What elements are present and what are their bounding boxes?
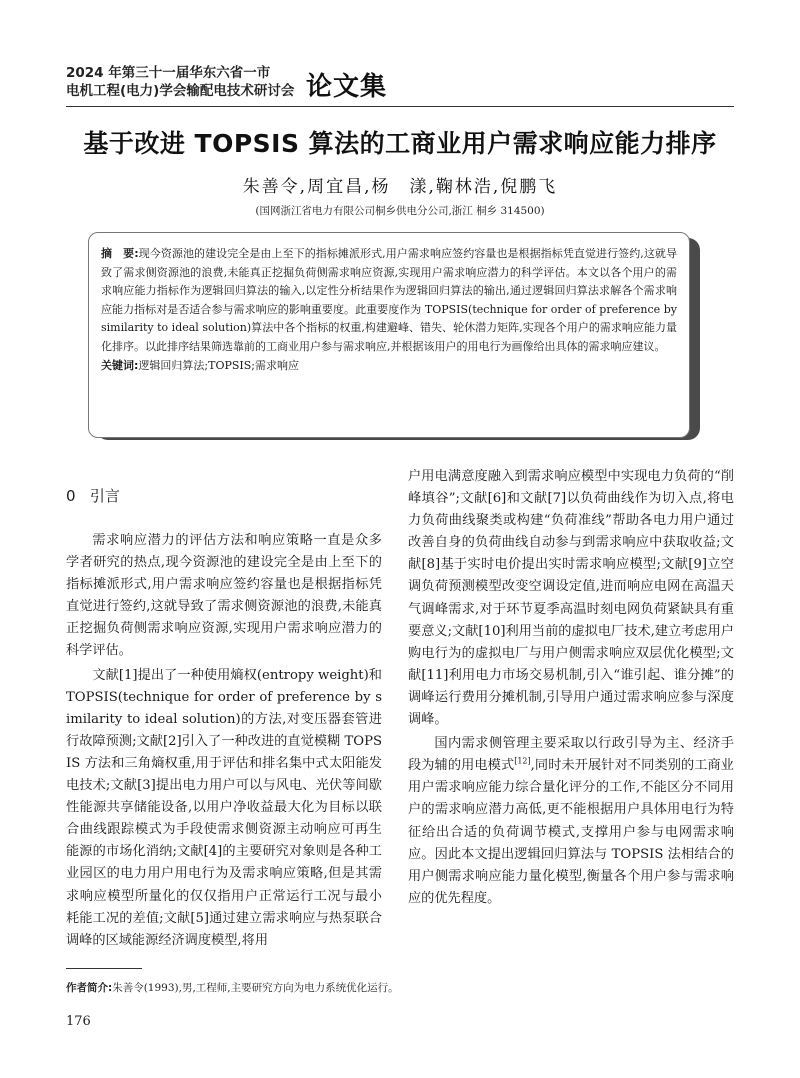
left-column (66, 482, 382, 952)
paper-affiliation: (国网浙江省电力有限公司桐乡供电分公司,浙江 桐乡 314500) (255, 205, 545, 217)
paragraph: 户用电满意度融入到需求响应模型中实现电力负荷的“削峰填谷”;文献[6]和文献[7]以负荷曲线作为切入点,将电力负荷曲线聚类或构建“负荷准线”帮助各电力用户通过改善自身的负荷曲线自动参与到需求响应中获取收益;文献[8]基于实时电价提出实时需求响应模型;文献[9]立空调负荷预测模型改变空调设定值,进而响应电网在高温天气调峰需求,对于环节夏季高温时刻电网负荷紧缺具有重要意义;文献[10]利用当前的虚拟电厂技术,建立考虑用户购电行为的虚拟电厂与用户侧需求响应双层优化模型;文献[11]利用电力市场交易机制,引入“谁引起、谁分摊”的调峰运行费用分摊机制,引导用户通过需求响应参与深度调峰。 (408, 469, 734, 728)
conference-line-2: 电机工程(电力)学会输配电技术研讨会 (66, 83, 295, 99)
footnote-text: 朱善令(1993),男,工程师,主要研究方向为电力系统优化运行。 (112, 982, 399, 994)
author-footnote (66, 980, 399, 995)
section-heading-intro (66, 482, 382, 510)
abstract-body (101, 245, 677, 357)
abstract-label: 摘 要: (101, 247, 139, 260)
page-number: 176 (66, 1014, 91, 1029)
conference-name (66, 64, 294, 100)
paper-title: 基于改进 TOPSIS 算法的工商业用户需求响应能力排序 (83, 129, 717, 158)
proceedings-badge: 论文集 (306, 72, 388, 102)
keywords-label: 关键词: (101, 358, 139, 372)
paragraph: 需求响应潜力的评估方法和响应策略一直是众多学者研究的热点,现今资源池的建设完全是由上至下的指标摊派形式,用户需求响应签约容量也是根据指标凭直觉进行签约,这就导致了需求侧资源池的浪费,未能真正挖掘负荷侧需求响应资源,实现用户需求响应潜力的科学评估。 (66, 533, 382, 659)
paragraph-text: 国内需求侧管理主要采取以行政引导为主、经济手段为辅的用电模式 (408, 736, 734, 774)
abstract-box (88, 232, 690, 438)
conference-line-1: 2024 年第三十一届华东六省一市 (66, 65, 271, 81)
footnote-rule (66, 968, 142, 969)
section-title: 引言 (89, 487, 120, 505)
keywords-text: 逻辑回归算法;TOPSIS;需求响应 (138, 358, 299, 372)
keywords (101, 357, 677, 376)
right-column (408, 466, 734, 910)
journal-header (66, 62, 734, 107)
paragraph (408, 733, 734, 910)
paragraph-text: ,同时未开展针对不同类别的工商业用户需求响应能力综合量化评分的工作,不能区分不同用户的需求响应潜力高低,更不能根据用户具体用电行为特征给出合适的负荷调节模式,支撑用户参与电网需求响应。因此本文提出逻辑回归算法与 TOPSIS 法相结合的用户侧需求响应能力量化模型,衡量各个用户参与需求响应的优先程度。 (408, 758, 734, 906)
section-number: 0 (66, 487, 76, 505)
footnote-label: 作者简介: (66, 982, 113, 994)
paragraph: 文献[1]提出了一种使用熵权(entropy weight)和TOPSIS(technique for order of preference by similarity to ideal solution)的方法,对变压器套管进行故障预测;文献[2]引入了一种改进的直觉模糊 TOPSIS 方法和三角熵权重,用于评估和排名集中式太阳能发电技术;文献[3]提出电力用户可以与风电、光伏等间歇性能源共享储能设备,以用户净收益最大化为目标以联合曲线跟踪模式为手段使需求侧资源主动响应可再生能源的市场化消纳;文献[4]的主要研究对象则是各种工业园区的电力用户用电行为及需求响应策略,但是其需求响应模型所量化的仅仅指用户正常运行工况与最小耗能工况的差值;文献[5]通过建立需求响应与热泵联合调峰的区域能源经济调度模型,将用 (66, 667, 382, 948)
citation-ref: [12] (514, 756, 531, 766)
paper-authors: 朱善令,周宜昌,杨 漾,鞠林浩,倪鹏飞 (242, 177, 558, 197)
abstract-text: 现今资源池的建设完全是由上至下的指标摊派形式,用户需求响应签约容量也是根据指标凭直觉进行签约,这就导致了需求侧资源池的浪费,未能真正挖掘负荷侧需求响应资源,实现用户需求响应潜力的科学评估。本文以各个用户的需求响应能力指标作为逻辑回归算法的输入,以定性分析结果作为逻辑回归算法的输出,通过逻辑回归算法求解各个需求响应能力指标对是否适合参与需求响应的影响重要度。此重要度作为 TOPSIS(technique for order of preference by similarity to ideal solution)算法中各个指标的权重,构建避峰、错失、轮休潜力矩阵,实现各个用户的需求响应能力量化排序。以此排序结果筛选靠前的工商业用户参与需求响应,并根据该用户的用电行为画像给出具体的需求响应建议。 (101, 247, 677, 353)
